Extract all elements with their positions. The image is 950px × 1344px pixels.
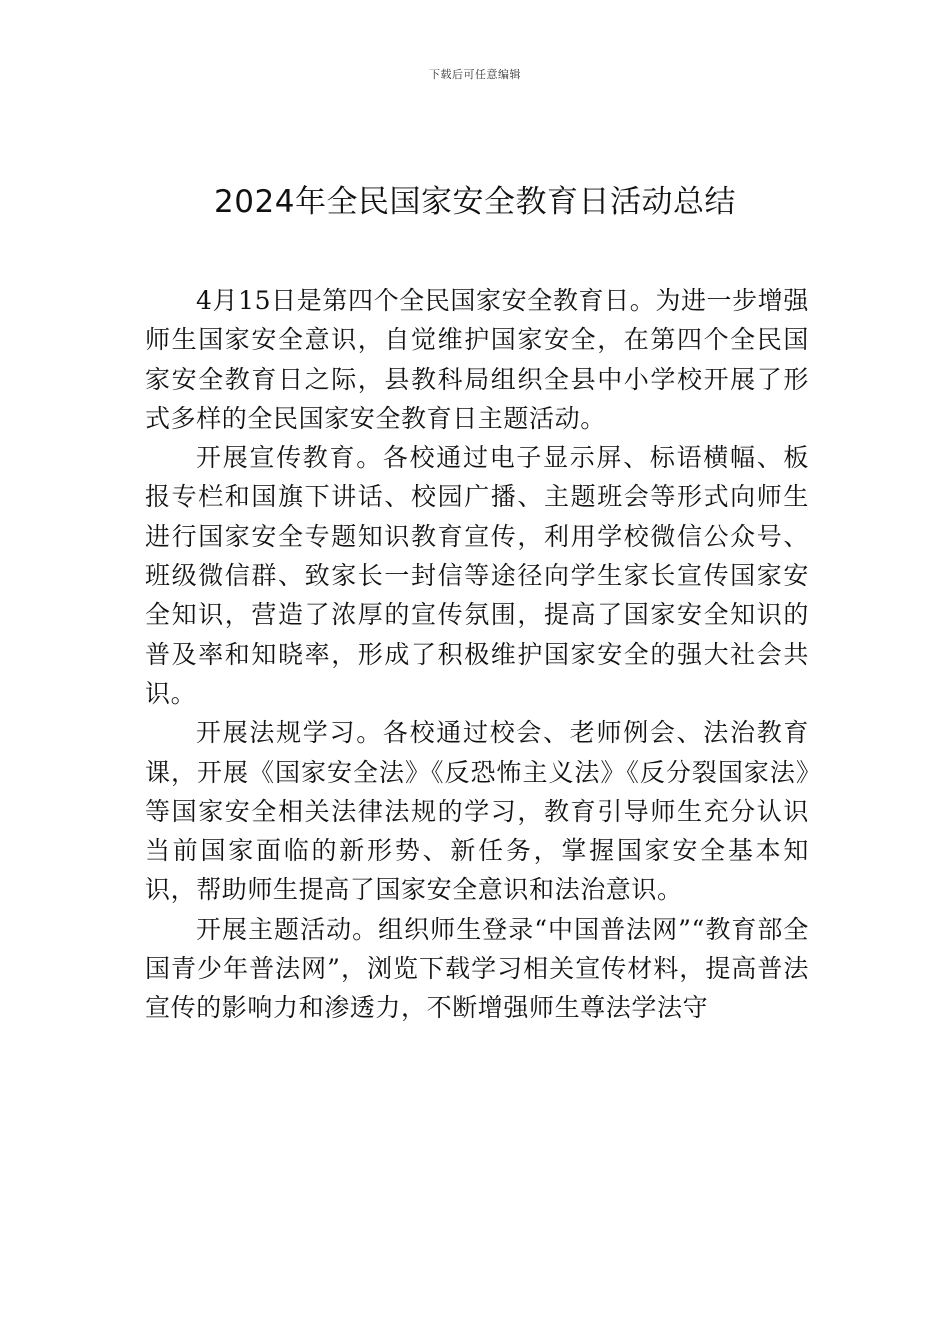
paragraph-law-study: 开展法规学习。各校通过校会、老师例会、法治教育课，开展《国家安全法》《反恐怖主义法》《反分裂国家法》等国家安全相关法律法规的学习，教育引导师生充分认识当前国家面临的新形势、新任务，掌握国家安全基本知识，帮助师生提高了国家安全意识和法治意识。 xyxy=(145,718,809,905)
paragraph-publicity: 开展宣传教育。各校通过电子显示屏、标语横幅、板报专栏和国旗下讲话、校园广播、主题班会等形式向师生进行国家安全专题知识教育宣传，利用学校微信公众号、班级微信群、致家长一封信等途径向学生家长宣传国家安全知识，营造了浓厚的宣传氛围，提高了国家安全知识的普及率和知晓率，形成了积极维护国家安全的强大社会共识。 xyxy=(145,443,809,708)
document-title: 2024年全民国家安全教育日活动总结 xyxy=(214,184,736,220)
header-note: 下载后可任意编辑 xyxy=(429,68,521,81)
paragraph-theme-activities: 开展主题活动。组织师生登录“中国普法网”“教育部全国青少年普法网”，浏览下载学习相关宣传材料，提高普法宣传的影响力和渗透力，不断增强师生尊法学法守 xyxy=(145,914,809,1023)
paragraph-intro: 4月15日是第四个全民国家安全教育日。为进一步增强师生国家安全意识，自觉维护国家安全，在第四个全民国家安全教育日之际，县教科局组织全县中小学校开展了形式多样的全民国家安全教育日主题活动。 xyxy=(145,286,809,433)
document-body xyxy=(145,281,809,1028)
